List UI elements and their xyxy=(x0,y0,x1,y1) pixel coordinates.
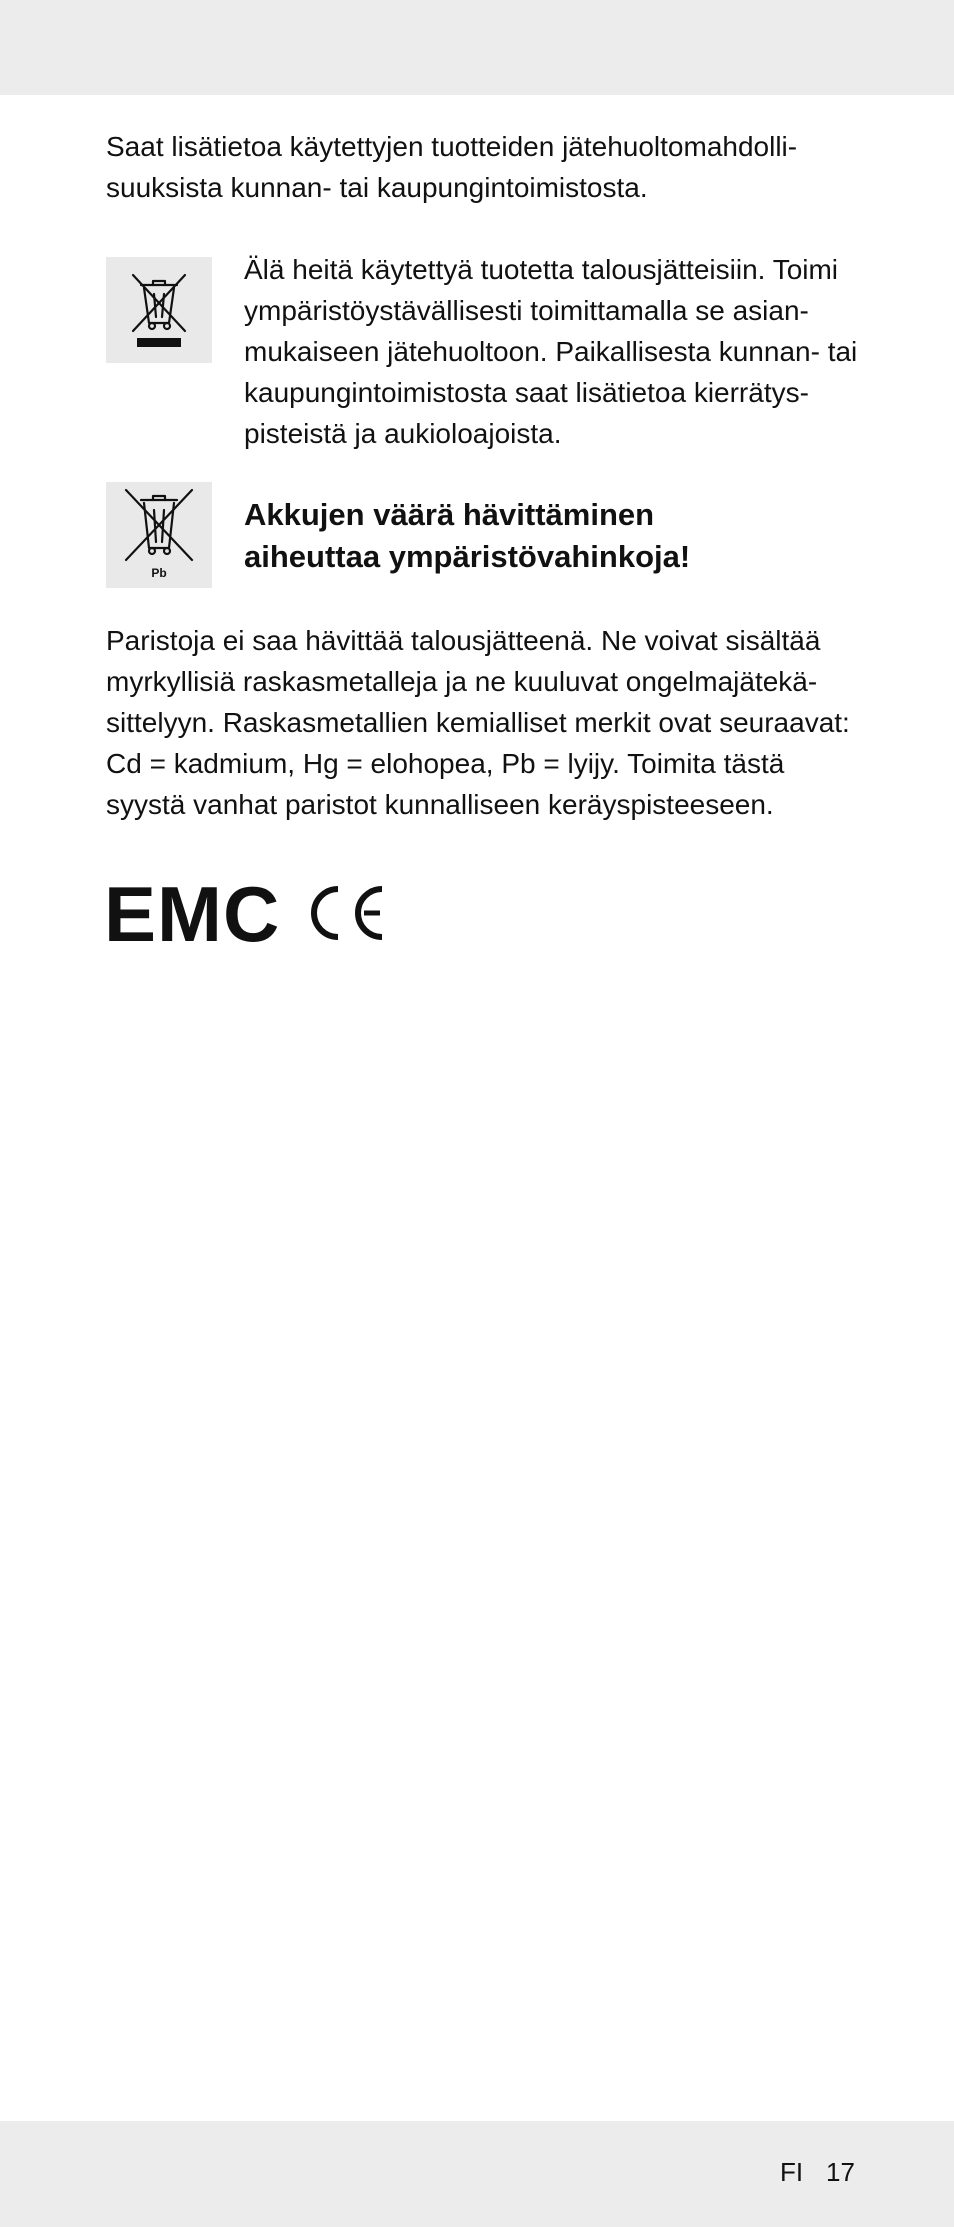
text-line: pisteistä ja aukioloajoista. xyxy=(244,418,562,449)
weee-notice-paragraph xyxy=(244,249,857,454)
emc-logo: EMC xyxy=(104,870,281,958)
text-line: Paristoja ei saa hävittää talousjätteenä. Ne voivat sisältää xyxy=(106,625,821,656)
text-line: mukaiseen jätehuoltoon. Paikallisesta kunnan- tai xyxy=(244,336,858,367)
battery-label: Pb xyxy=(151,566,167,580)
footer-band xyxy=(0,2121,954,2227)
text-line: sittelyyn. Raskasmetallien kemialliset merkit ovat seuraavat: xyxy=(106,707,850,738)
text-line: Saat lisätietoa käytettyjen tuotteiden jätehuoltomahdolli- xyxy=(106,131,798,162)
page-number: 17 xyxy=(826,2157,855,2187)
heading-line: Akkujen väärä hävittäminen xyxy=(244,497,655,532)
text-line: myrkyllisiä raskasmetalleja ja ne kuuluvat ongelmajätekä- xyxy=(106,666,818,697)
text-line: Älä heitä käytettyä tuotetta talousjätteisiin. Toimi xyxy=(244,254,839,285)
battery-notice-paragraph xyxy=(106,620,850,825)
text-line: kaupungintoimistosta saat lisätietoa kierrätys- xyxy=(244,377,809,408)
text-line: Cd = kadmium, Hg = elohopea, Pb = lyijy. Toimita tästä xyxy=(106,748,785,779)
text-line: ympäristöystävällisesti toimittamalla se asian- xyxy=(244,295,809,326)
text-line: suuksista kunnan- tai kaupungintoimistosta. xyxy=(106,172,648,203)
heading-line: aiheuttaa ympäristövahinkoja! xyxy=(244,539,691,574)
crossed-out-wheelie-bin-icon xyxy=(106,257,212,363)
ce-mark-icon xyxy=(308,884,386,942)
text-line: syystä vanhat paristot kunnalliseen keräyspisteeseen. xyxy=(106,789,774,820)
header-band xyxy=(0,0,954,95)
disposal-info-paragraph xyxy=(106,126,797,208)
footer-language: FI xyxy=(780,2157,804,2187)
battery-warning-heading xyxy=(244,494,690,578)
crossed-out-battery-bin-icon xyxy=(106,482,212,588)
